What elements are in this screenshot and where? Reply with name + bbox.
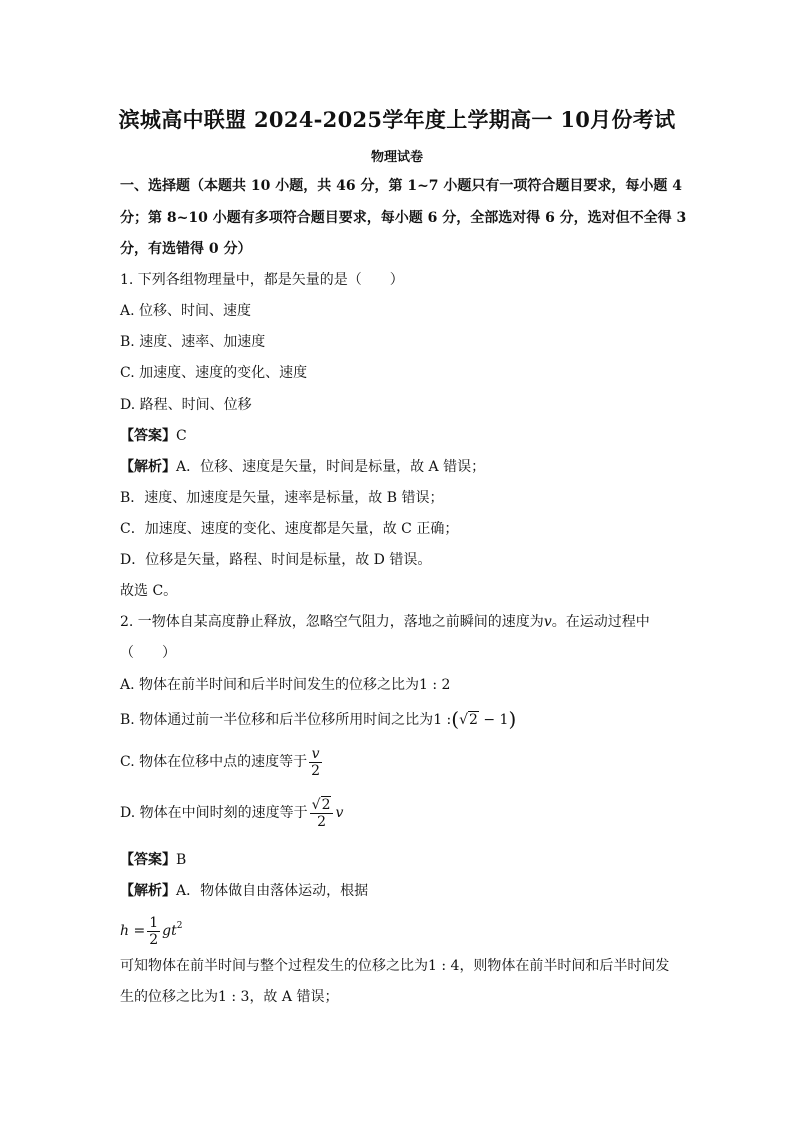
q2-stem-text-b: 。在运动过程中: [551, 614, 650, 630]
q2-option-d-variable-v: v: [335, 805, 344, 821]
q2-option-b: [120, 707, 516, 732]
q2-formula-rhs: gt: [162, 923, 177, 939]
q2-analysis-text-3b: ，故 A 错误；: [249, 989, 339, 1005]
q2-option-c-numerator: v: [309, 746, 322, 763]
section-instructions-line-1: 一、选择题（本题共 10 小题，共 46 分，第 1~7 小题只有一项符合题目要求，每小题 4: [120, 178, 683, 194]
q2-option-a-ratio: 1 : 2: [419, 677, 451, 693]
q2-answer-value: B: [176, 852, 187, 868]
q2-formula-lhs: h =: [120, 923, 146, 939]
q1-analysis-line-4: D．位移是矢量，路程、时间是标量，故 D 错误。: [120, 552, 432, 568]
q2-analysis-text-1: A．物体做自由落体运动，根据: [176, 883, 369, 899]
q2-analysis-text-3a: 生的位移之比为: [120, 989, 218, 1005]
q2-formula-fraction: [147, 915, 160, 948]
q2-analysis-line-3: [120, 987, 338, 1007]
q2-formula-denominator: 2: [149, 931, 159, 948]
q2-analysis-text-2a: 可知物体在前半时间与整个过程发生的位移之比为: [120, 958, 428, 974]
q1-answer-tag: 【答案】: [120, 428, 176, 444]
q2-stem-text-a: 2. 一物体自某高度静止释放，忽略空气阻力，落地之前瞬间的速度为: [120, 614, 544, 630]
q2-option-b-paren-right: ): [508, 707, 517, 731]
q2-option-d-denominator: 2: [317, 813, 327, 830]
q1-stem: 1. 下列各组物理量中，都是矢量的是（ ）: [120, 272, 404, 288]
q1-answer-line: [120, 426, 187, 446]
q2-option-b-text: B. 物体通过前一半位移和后半位移所用时间之比为: [120, 712, 434, 728]
q2-option-a-text: A. 物体在前半时间和后半时间发生的位移之比为: [120, 677, 420, 693]
q1-analysis-text-1: A．位移、速度是矢量，时间是标量，故 A 错误；: [176, 459, 486, 475]
q2-option-b-ratio-prefix: 1 :: [433, 712, 452, 728]
q2-stem-variable-v: v: [543, 614, 552, 630]
q2-analysis-ratio-3: 1 : 3: [218, 989, 250, 1005]
q1-option-d: D. 路程、时间、位移: [120, 397, 252, 413]
q1-conclusion: 故选 C。: [120, 583, 178, 599]
q2-stem-line-2: （ ）: [120, 645, 176, 661]
q2-option-b-paren-left: (: [451, 707, 460, 731]
q2-option-c-fraction: [309, 746, 322, 779]
q2-analysis-tag: 【解析】: [120, 883, 176, 899]
q2-option-d: [120, 795, 343, 831]
q2-formula-exponent: 2: [176, 921, 183, 931]
page-title: 滨城高中联盟 2024-2025学年度上学期高一 10月份考试: [118, 107, 676, 132]
q2-option-b-sqrt-value: 2: [469, 712, 478, 728]
q2-option-c-denominator: 2: [311, 762, 321, 779]
q2-option-a: [120, 675, 450, 695]
q1-analysis-tag: 【解析】: [120, 459, 176, 475]
q2-analysis-ratio-2: 1 : 4: [428, 958, 460, 974]
q2-option-b-sqrt-sign: √: [459, 712, 468, 728]
q1-option-c: C. 加速度、速度的变化、速度: [120, 365, 308, 381]
page-subtitle: 物理试卷: [370, 150, 423, 165]
q2-analysis-text-2b: ，则物体在前半时间和后半时间发: [459, 958, 670, 974]
q2-analysis-line-2: [120, 956, 669, 976]
q2-option-c-text: C. 物体在位移中点的速度等于: [120, 754, 308, 770]
q1-option-b: B. 速度、速率、加速度: [120, 334, 266, 350]
q2-option-c: [120, 744, 324, 780]
section-instructions-line-2: 分；第 8~10 小题有多项符合题目要求，每小题 6 分，全部选对得 6 分，选对但不全得 3: [120, 210, 687, 226]
q2-analysis-line-1: [120, 881, 368, 901]
q2-option-b-tail: − 1: [478, 712, 509, 728]
q1-answer-value: C: [176, 428, 187, 444]
q2-answer-tag: 【答案】: [120, 852, 176, 868]
q2-option-d-numerator: √2: [310, 797, 334, 814]
q1-analysis-line-1: [120, 457, 485, 477]
q2-formula-numerator: 1: [149, 914, 159, 931]
q2-option-d-sqrt-value: 2: [321, 796, 331, 813]
q1-analysis-line-3: C．加速度、速度的变化、速度都是矢量，故 C 正确；: [120, 521, 459, 537]
q1-analysis-line-2: B．速度、加速度是矢量，速率是标量，故 B 错误；: [120, 490, 444, 506]
q1-option-a: A. 位移、时间、速度: [120, 303, 252, 319]
q2-formula: [120, 908, 182, 949]
q2-answer-line: [120, 850, 186, 870]
q2-option-d-fraction: [310, 797, 334, 830]
q2-stem-line-1: [120, 612, 650, 632]
q2-option-d-text: D. 物体在中间时刻的速度等于: [120, 805, 308, 821]
section-instructions-line-3: 分，有选错得 0 分）: [120, 241, 252, 257]
